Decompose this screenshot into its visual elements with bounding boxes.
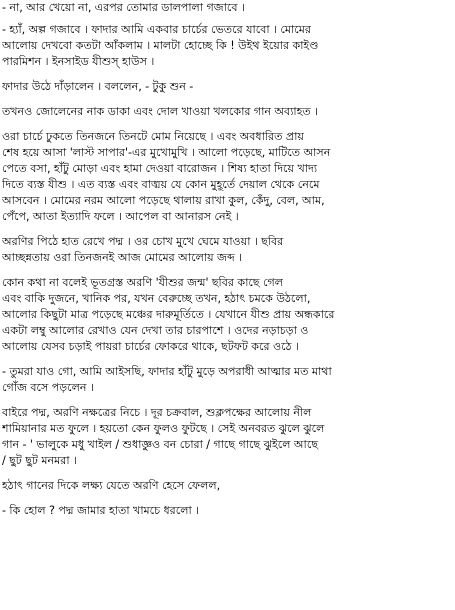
text-line: ফাদার উঠে দাঁড়ালেন । বললেন, - টুকু শুন - [2, 80, 194, 93]
narrative-paragraph [2, 405, 453, 469]
text-line: এবং বাকি দুজনে, খানিক পর, যখন বেরুচ্ছে তখন, হঠাৎ চমকে উঠলো, [2, 292, 311, 305]
text-line: দিতে ব্যস্ত যীশু । এত ব্যস্ত এবং বাঙ্ময় যে কোন মুহূর্তে দেয়াল থেকে নেমে [2, 178, 320, 191]
text-line: আলোয় দেখবো কতটা আঁকলাম । মালটা হোচ্ছে কি ! উইথ ইয়োর কাইণ্ড [2, 39, 319, 52]
narrative-paragraph [2, 275, 453, 355]
text-line: গান - ' ভালুকে মধু খাইল / শুধাজ্ঞুও বন চোরা / গাছে গাছে ঝুইলে আছে [2, 438, 319, 451]
text-line: কোন কথা না বলেই ভূতগ্রস্ত অরণি 'যীশুর জন্ম' ছবির কাছে গেল [2, 276, 283, 289]
narrative-paragraph [2, 234, 453, 266]
text-line: - তুমরা যাও গো, আমি আইসছি, ফাদার হাঁটু মুড়ে অপরাধী আত্মার মত মাথা [2, 365, 332, 378]
text-line: পেতে বসা, হাঁটু মোড়া এবং হামা দেওয়া বারোজন । শিষ্য হাতা দিয়ে খাদ্য [2, 162, 317, 175]
text-line: / ছুট ছুট মনমরা । [2, 454, 77, 467]
text-line: একটা লম্বু আলোর রেখাও যেন দেখা তার চারপাশে । ওদের নড়াচড়া ও [2, 324, 309, 337]
text-line: আলোয় যেসব চড়াই পায়রা চার্চের ফোকরে থাকে, ছটফট করে ওঠে । [2, 340, 299, 353]
dialogue-paragraph [2, 22, 453, 70]
text-line: আচ্ছন্নতায় ওরা তিনজনই আজ মোমের আলোয় জব্দ । [2, 251, 243, 264]
text-line: হঠাৎ গানের দিকে লক্ষ্য যেতে অরণি হেসে ফেলল, [2, 479, 221, 492]
narrative-paragraph [2, 104, 453, 120]
dialogue-paragraph [2, 0, 453, 16]
dialogue-paragraph [2, 503, 453, 519]
text-line: শামিয়ানার মত ফুলে । হয়তো কেন ফুলও ফুটছে । সেই অনবরত ঝুলে ঝুলে [2, 422, 325, 435]
text-line: তখনও জোলেনের নাক ডাকা এবং দোল খাওয়া খলকোর গান অব্যাহত । [2, 105, 319, 118]
dialogue-paragraph [2, 364, 453, 396]
text-line: - কি হোল ? পদ্ম জামার হাতা খামচে ধরলো । [2, 504, 200, 517]
text-line: অরণির পিঠে হাত রেখে পদ্ম । ওর চোখ মুখে ঘেমে যাওয়া । ছবির [2, 235, 284, 248]
text-line: গোঁজ বসে পড়লেন । [2, 381, 94, 394]
document-page [2, 0, 453, 610]
text-line: আসবেন । মোমের নরম আলো পড়েছে থালায় রাখা কুল, কেঁদু, বেল, আম, [2, 194, 325, 207]
text-line: পেঁপে, আতা ইত্যাদি ফলে । আপেল বা আনারস নেই । [2, 210, 239, 223]
text-line: বাইরে পদ্ম, অরণি নক্ষত্রের নিচে । দূর চক্রবাল, শুক্লপক্ষের আলোয় নীল [2, 406, 312, 419]
text-line: - হ্যাঁ, অল্প গজাবে । ফাদার আমি একবার চার্চের ভেতরে যাবো । মোমের [2, 23, 311, 36]
narrative-paragraph [2, 478, 453, 494]
text-line: শেষ হয়ে আসা 'লাস্ট সাপার'-এর মুখোমুখি । আলো পড়েছে, মাটিতে আসন [2, 146, 331, 159]
narrative-paragraph [2, 79, 453, 95]
narrative-paragraph [2, 129, 453, 225]
text-line: আলোর কিছুটা মাত্র পড়েছে মঞ্চের দারুমূর্তিতে । যেখানে যীশু প্রায় অন্ধকারে [2, 308, 335, 321]
text-line: ওরা চার্চে ঢুকতে তিনজনে তিনটে মোম নিয়েছে । এবং অবধারিত প্রায় [2, 130, 304, 143]
text-line: পারমিশন । ইনসাইড যীশুস্ হাউস । [2, 55, 155, 68]
text-line: - না, আর খেয়ো না, এরপর তোমার ডালপালা গজাবে । [2, 1, 245, 14]
